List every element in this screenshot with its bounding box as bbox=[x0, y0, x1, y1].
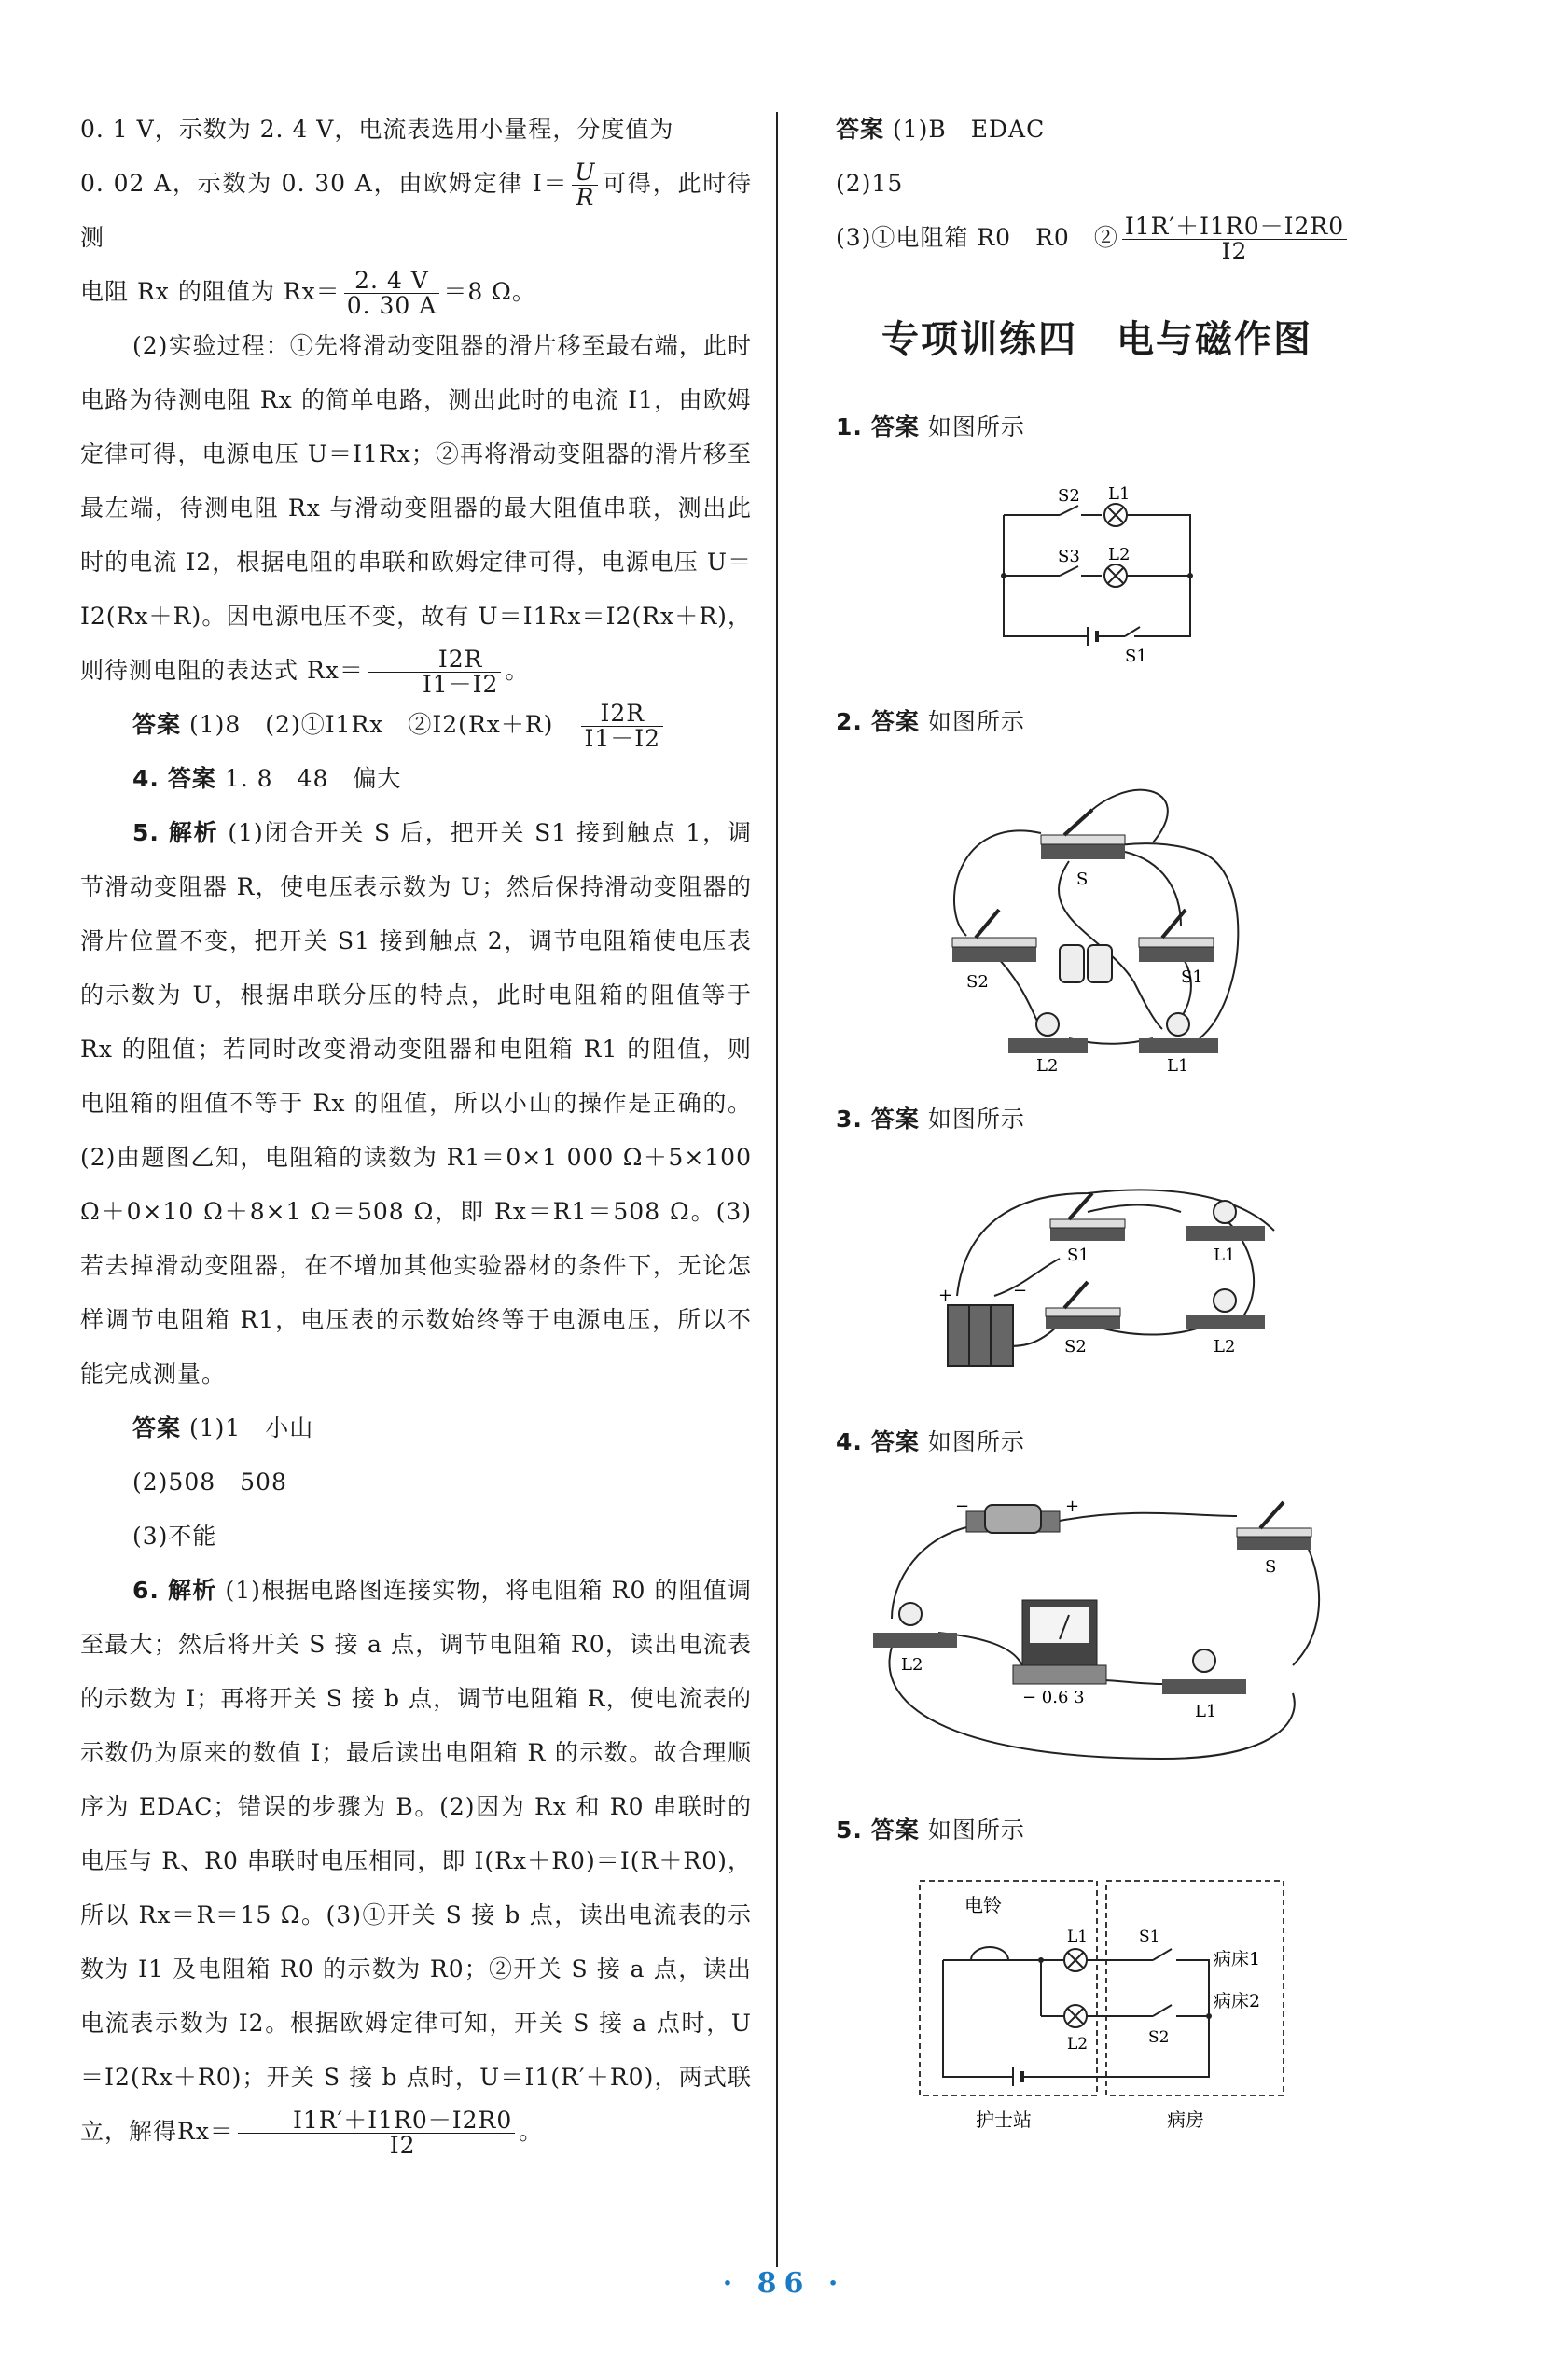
fig5-l2-label: L2 bbox=[1067, 2035, 1089, 2053]
question-5-right: 5. 答案 如图所示 bbox=[836, 1816, 1025, 1844]
fig4-switch-s bbox=[1237, 1502, 1311, 1550]
paragraph-2: (2)实验过程：①先将滑动变阻器的滑片移至最右端，此时电路为待测电阻 Rx 的简单电路，测出此时的电流 I1，由欧姆定律可得，电源电压 U＝I1Rx；②再将滑动变阻器的滑片移至最左端，待测电阻 Rx 与滑动变阻器的最大阻值串联，测出此时的电流 I2，根据电阻的串联和欧姆定律可得，电源电压 U＝I2(Rx＋R)。因电源电压不变，故有 U＝I1Rx＝I2(Rx＋R)，则待测电阻的表达式 Rx＝ $\frac{I2R}{I1-I2}$ 。 bbox=[80, 332, 752, 698]
fig4-battery bbox=[966, 1505, 1060, 1533]
fig5-nurse-label: 护士站 bbox=[976, 2109, 1032, 2131]
fig3-s2-label: S2 bbox=[1064, 1337, 1087, 1357]
fraction-ohm-law: $\frac{U}{R}$ bbox=[572, 160, 598, 210]
figure-5-circuit bbox=[892, 1867, 1302, 2137]
question-3: 3. 答案 如图所示 bbox=[836, 1106, 1025, 1133]
fig5-ward-label: 病房 bbox=[1167, 2109, 1204, 2131]
fig2-l1-label: L1 bbox=[1167, 1056, 1189, 1076]
paragraph-1c: 电阻 Rx 的阻值为 Rx＝ $\frac{2. 4 V}{0. 30 A}$ ＝8 Ω。 bbox=[80, 267, 536, 319]
figure-1-circuit bbox=[957, 464, 1237, 678]
fig4-plus: + bbox=[1065, 1496, 1080, 1516]
fig2-battery bbox=[1060, 945, 1112, 982]
fig1-l1-label: L1 bbox=[1108, 484, 1131, 504]
fig4-minus: − bbox=[955, 1496, 970, 1516]
fig1-s2-label: S2 bbox=[1058, 486, 1080, 506]
right-column bbox=[836, 103, 1358, 2154]
question-2: 2. 答案 如图所示 bbox=[836, 708, 1025, 735]
fig2-switch-s bbox=[1041, 810, 1125, 859]
answer-5-line2: (2)508 508 bbox=[132, 1468, 287, 1496]
fraction-rx: $\frac{I2R}{I1-I2}$ bbox=[368, 647, 502, 697]
paragraph-1b: 0. 02 A，示数为 0. 30 A，由欧姆定律 I＝ $\frac{U}{R}$ 可得，此时待测 bbox=[80, 159, 752, 251]
fig5-l1-label: L1 bbox=[1067, 1928, 1089, 1946]
fig1-s1-label: S1 bbox=[1125, 647, 1147, 666]
question-5-analysis: 5. 解析 (1)闭合开关 S 后，把开关 S1 接到触点 1，调节滑动变阻器 R，使电压表示数为 U；然后保持滑动变阻器的滑片位置不变，把开关 S1 接到触点 2，调节电阻箱使电压表的示数为 U，根据串联分压的特点，此时电阻箱的阻值等于 Rx 的阻值；若同时改变滑动变阻器和电阻箱 R1 的阻值，则电阻箱的阻值不等于 Rx 的阻值，所以小山的操作是正确的。(2)由题图乙知，电阻箱的读数为 R1＝0×1 000 Ω＋5×100 Ω＋0×10 Ω＋8×1 Ω＝508 Ω，即 Rx＝R1＝508 Ω。(3)若去掉滑动变阻器，在不增加其他实验器材的条件下，无论怎样调节电阻箱 R1，电压表的示数始终等于电源电压，所以不能完成测量。 bbox=[80, 819, 752, 1387]
fig5-s1-label: S1 bbox=[1139, 1928, 1160, 1946]
answer-6-line1: 答案 (1)B EDAC bbox=[836, 116, 1046, 143]
fig3-l1-label: L1 bbox=[1214, 1246, 1236, 1265]
question-4: 4. 答案 1. 8 48 偏大 bbox=[132, 765, 402, 792]
fig2-lamp-l2 bbox=[1008, 1013, 1088, 1053]
question-1: 1. 答案 如图所示 bbox=[836, 413, 1025, 440]
fraction-q6: $\frac{I1R'+I1R0-I2R0}{I2}$ bbox=[238, 2109, 515, 2158]
figure-3-wiring bbox=[901, 1156, 1293, 1399]
fig2-switch-s1 bbox=[1139, 910, 1214, 962]
fig4-l1-label: L1 bbox=[1195, 1702, 1217, 1721]
fig3-s1-label: S1 bbox=[1067, 1246, 1089, 1265]
fraction-answer-3: $\frac{I2R}{I1-I2}$ bbox=[581, 702, 663, 751]
fig4-s-label: S bbox=[1265, 1557, 1277, 1577]
answer-6-line2: (2)15 bbox=[836, 170, 904, 197]
fig1-l2-label: L2 bbox=[1108, 545, 1131, 564]
fig2-s-label: S bbox=[1076, 870, 1089, 889]
fig3-battery bbox=[948, 1305, 1013, 1366]
fig4-lamp-l1 bbox=[1162, 1649, 1246, 1694]
fig4-lamp-l2 bbox=[873, 1603, 957, 1648]
column-divider bbox=[776, 112, 778, 2267]
figure-4-wiring bbox=[854, 1479, 1339, 1787]
fig2-s1-label: S1 bbox=[1181, 967, 1203, 987]
question-6-analysis: 6. 解析 (1)根据电路图连接实物，将电阻箱 R0 的阻值调至最大；然后将开关 S 接 a 点，调节电阻箱 R0，读出电流表的示数为 I；再将开关 S 接 b 点，调节电阻箱 R，使电流表的示数仍为原来的数值 I；最后读出电阻箱 R 的示数。故合理顺序为 EDAC；错误的步骤为 B。(2)因为 Rx 和 R0 串联时的电压与 R、R0 串联时电压相同，即 I(Rx＋R0)＝I(R＋R0)，所以 Rx＝R＝15 Ω。(3)①开关 S 接 b 点，读出电流表的示数为 I1 及电阻箱 R0 的示数为 R0；②开关 S 接 a 点，读出电流表示数为 I2。根据欧姆定律可知，开关 S 接 a 点时，U＝I2(Rx＋R0)；开关 S 接 b 点时，U＝I1(R′＋R0)，两式联立，解得Rx＝ $\frac{I1R'+I1R0-I2R0}{I2}$ 。 bbox=[80, 1577, 752, 2159]
figure-2-wiring bbox=[901, 759, 1293, 1076]
fig2-s2-label: S2 bbox=[966, 972, 989, 992]
fig4-l2-label: L2 bbox=[901, 1655, 923, 1675]
fig3-switch-s1 bbox=[1050, 1193, 1125, 1241]
fig1-s3-label: S3 bbox=[1058, 547, 1080, 566]
fig4-meter-label: − 0.6 3 bbox=[1022, 1688, 1085, 1707]
answer-5-line1: 答案 (1)1 小山 bbox=[132, 1414, 314, 1441]
question-4-right: 4. 答案 如图所示 bbox=[836, 1428, 1025, 1455]
section-title: 专项训练四 电与磁作图 bbox=[881, 318, 1312, 361]
fig3-l2-label: L2 bbox=[1214, 1337, 1236, 1357]
fig5-bed1-label: 病床1 bbox=[1214, 1949, 1261, 1969]
fraction-resistance: $\frac{2. 4 V}{0. 30 A}$ bbox=[344, 269, 440, 318]
fig3-lamp-l1 bbox=[1186, 1201, 1265, 1241]
page-number: · 86 · bbox=[722, 2267, 846, 2300]
answer-3: 答案 (1)8 (2)①I1Rx ②I2(Rx＋R) $\frac{I2R}{I1-I2}$ bbox=[80, 698, 752, 752]
fig2-switch-s2 bbox=[952, 910, 1036, 962]
fig3-plus: + bbox=[938, 1286, 953, 1305]
answer-5-line3: (3)不能 bbox=[132, 1523, 217, 1550]
left-column bbox=[80, 103, 752, 2159]
fig2-l2-label: L2 bbox=[1036, 1056, 1059, 1076]
paragraph-1a: 0. 1 V，示数为 2. 4 V，电流表选用小量程，分度值为 bbox=[80, 116, 674, 143]
fig3-switch-s2 bbox=[1046, 1282, 1120, 1329]
fig5-s2-label: S2 bbox=[1148, 2028, 1170, 2047]
fig5-bed2-label: 病床2 bbox=[1214, 1991, 1261, 2011]
answer-6-line3: (3)①电阻箱 R0 R0 ② $\frac{I1R'+I1R0-I2R0}{I2}$ bbox=[836, 211, 1358, 265]
fig4-ammeter bbox=[1013, 1600, 1106, 1684]
fig3-minus: − bbox=[1013, 1281, 1028, 1301]
fraction-answer-6: $\frac{I1R'+I1R0-I2R0}{I2}$ bbox=[1122, 215, 1347, 264]
fig5-bell-label: 电铃 bbox=[964, 1894, 1002, 1916]
